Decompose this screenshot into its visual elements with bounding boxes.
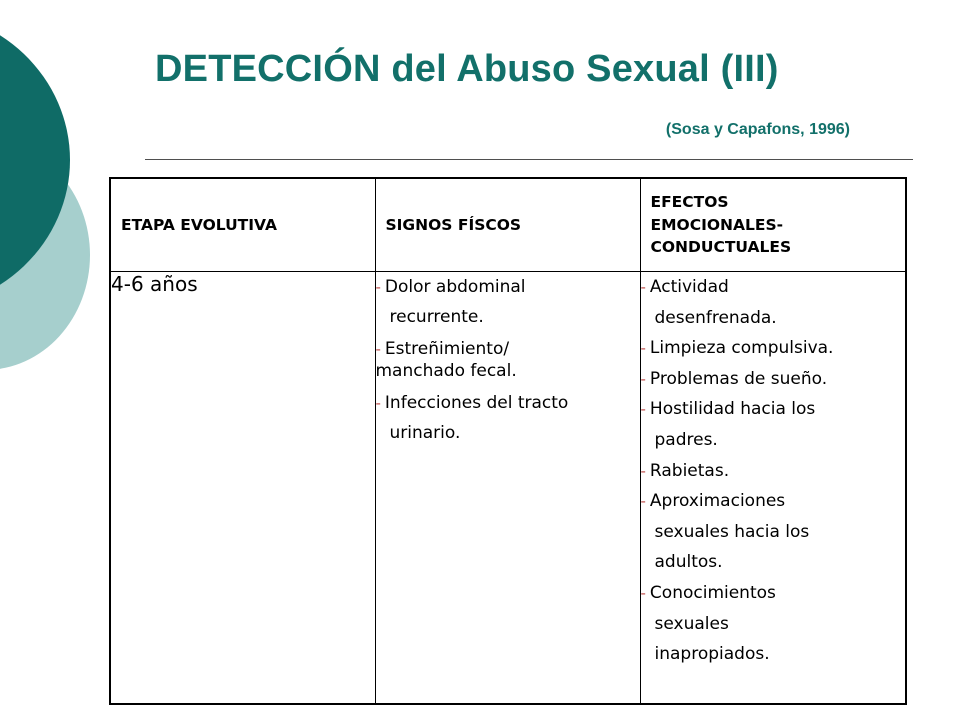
item-text: Limpieza compulsiva. bbox=[649, 338, 834, 359]
efectos-list bbox=[641, 272, 906, 670]
list-item bbox=[641, 456, 906, 487]
bullet-dash: - bbox=[640, 339, 646, 358]
bullet-dash: - bbox=[640, 492, 646, 511]
list-item bbox=[641, 272, 906, 333]
item-text-continued: sexuales hacia los bbox=[654, 521, 810, 542]
bullet-dash: - bbox=[375, 278, 381, 296]
bullet-dash: - bbox=[640, 400, 646, 419]
bullet-dash: - bbox=[375, 340, 381, 358]
list-item bbox=[376, 388, 640, 448]
table-row bbox=[110, 272, 906, 705]
stage-cell: 4-6 años bbox=[110, 272, 375, 705]
table-header-row bbox=[110, 178, 906, 272]
bullet-dash: - bbox=[640, 583, 646, 602]
item-text-continued: manchado fecal. bbox=[375, 361, 517, 381]
header-efectos-line: EFECTOS bbox=[650, 193, 729, 212]
slide-citation: (Sosa y Capafons, 1996) bbox=[665, 121, 850, 138]
bullet-dash: - bbox=[375, 394, 381, 412]
list-item bbox=[641, 364, 906, 395]
item-text-continued: recurrente. bbox=[389, 307, 484, 327]
item-text-continued: sexuales bbox=[654, 613, 729, 634]
item-text: Problemas de sueño. bbox=[649, 368, 828, 389]
title-divider bbox=[145, 159, 913, 160]
slide-title: DETECCIÓN del Abuso Sexual (III) bbox=[155, 48, 779, 90]
item-text-continued: desenfrenada. bbox=[654, 307, 777, 328]
bullet-dash: - bbox=[640, 278, 646, 296]
signos-cell bbox=[375, 272, 640, 705]
header-efectos-line: EMOCIONALES- bbox=[650, 215, 784, 234]
decorative-circles bbox=[0, 0, 120, 400]
header-efectos bbox=[640, 178, 906, 272]
item-text: Estreñimiento/ bbox=[384, 339, 510, 359]
item-text: Infecciones del tracto bbox=[384, 393, 569, 413]
item-text: Dolor abdominal bbox=[384, 277, 526, 297]
item-text-continued: padres. bbox=[654, 429, 718, 450]
item-text-continued: adultos. bbox=[654, 552, 723, 573]
list-item bbox=[641, 394, 906, 455]
detection-table bbox=[109, 177, 907, 705]
header-signos-fisicos: SIGNOS FÍSCOS bbox=[375, 178, 640, 272]
efectos-cell bbox=[640, 272, 906, 705]
list-item bbox=[376, 332, 640, 388]
list-item bbox=[641, 333, 906, 364]
item-text-continued: urinario. bbox=[389, 423, 461, 443]
header-efectos-line: CONDUCTUALES bbox=[650, 238, 792, 257]
list-item bbox=[641, 486, 906, 578]
item-text: Aproximaciones bbox=[649, 491, 786, 512]
item-text: Actividad bbox=[649, 277, 729, 297]
header-etapa-evolutiva: ETAPA EVOLUTIVA bbox=[110, 178, 375, 272]
item-text: Rabietas. bbox=[649, 460, 730, 481]
item-text: Hostilidad hacia los bbox=[649, 399, 816, 420]
bullet-dash: - bbox=[640, 461, 646, 480]
list-item bbox=[641, 578, 906, 670]
item-text-continued: inapropiados. bbox=[654, 644, 770, 665]
signos-list bbox=[376, 272, 640, 448]
item-text: Conocimientos bbox=[649, 582, 776, 603]
bullet-dash: - bbox=[640, 369, 646, 388]
list-item bbox=[376, 272, 640, 332]
